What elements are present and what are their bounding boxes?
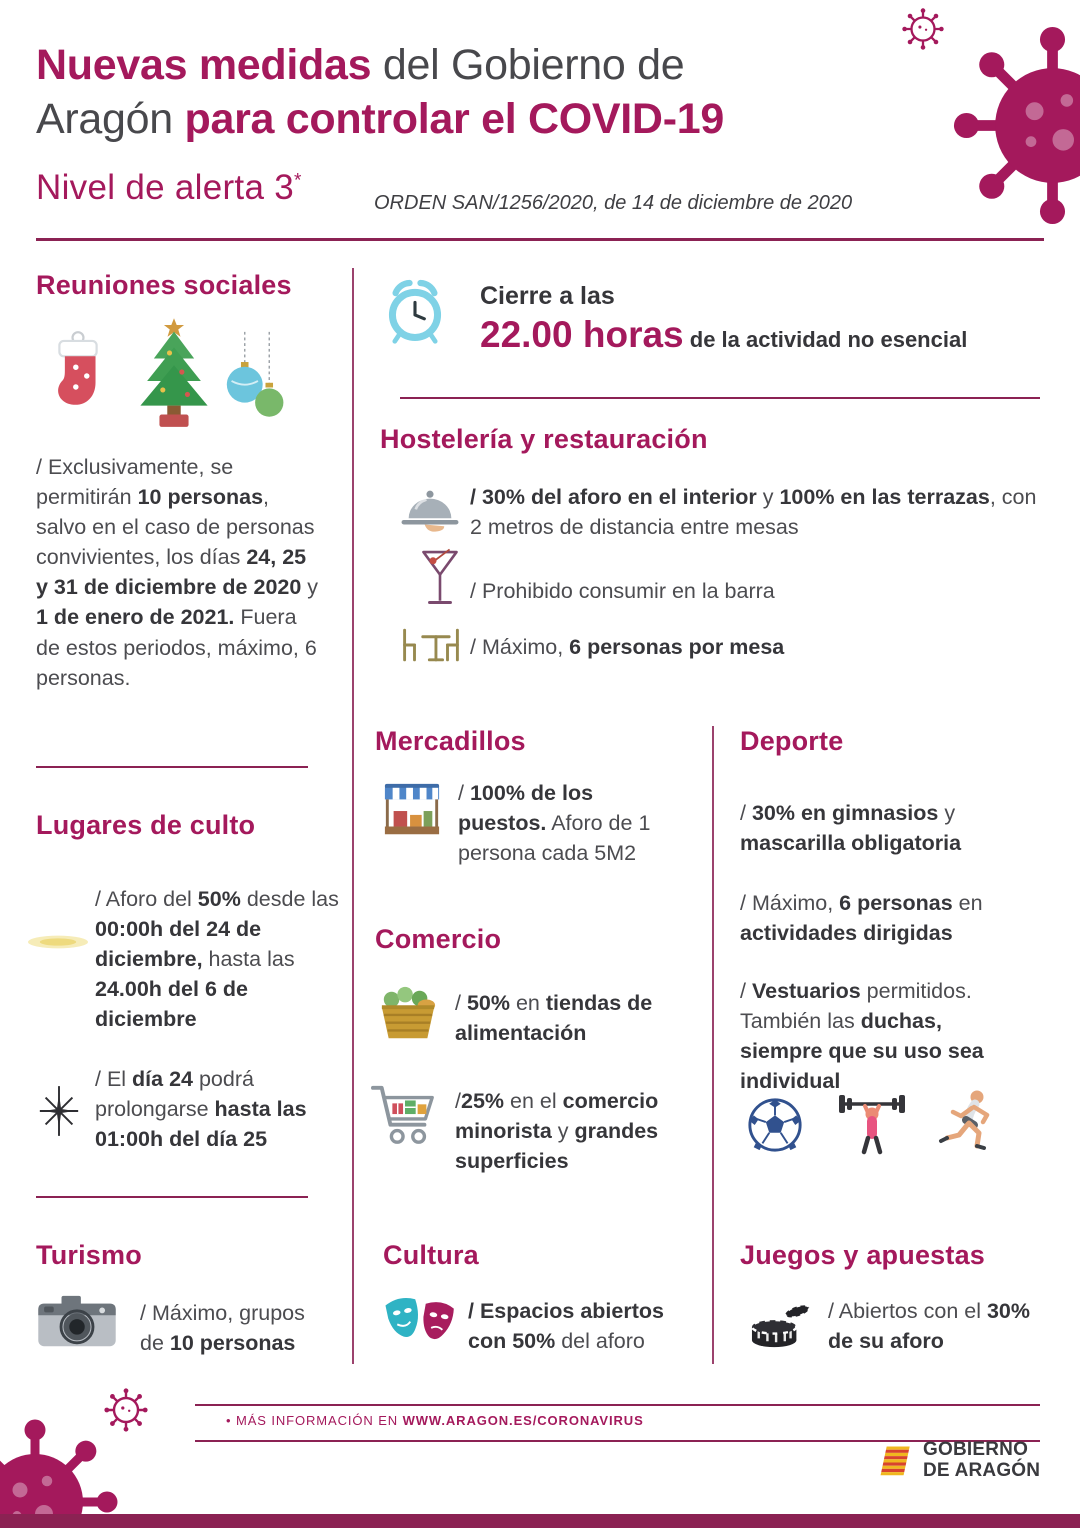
- page-title: [36, 38, 896, 146]
- vertical-divider: [712, 726, 714, 1364]
- stocking-icon: [42, 330, 114, 422]
- section-heading-culto: Lugares de culto: [36, 810, 256, 840]
- gobierno-aragon-logo: [878, 1440, 1040, 1482]
- section-heading-juegos: Juegos y apuestas: [740, 1240, 986, 1270]
- divider: [400, 397, 1040, 399]
- reuniones-text: / Exclusivamente, se permitirán 10 personas, salvo en el caso de personas convivientes, los días 24, 25 y 31 de diciembre de 2020 y 1 de enero de 2021. Fuera de estos periodos, máximo, 6 personas.: [36, 455, 319, 690]
- section-heading-mercadillos: Mercadillos: [375, 726, 526, 756]
- mercadillos-text: / 100% de los puestos. Aforo de 1 persona cada 5M2: [458, 781, 651, 866]
- shopping-cart-icon: [370, 1082, 440, 1150]
- poker-chips-icon: [746, 1294, 812, 1350]
- cloche-icon: [398, 486, 462, 538]
- virus-icon: [945, 18, 1080, 233]
- christmas-tree-icon: [128, 316, 220, 428]
- cocktail-icon: [420, 548, 460, 610]
- culto-text-1: / Aforo del 50% desde las 00:00h del 24 de diciembre, hasta las 24.00h del 6 de diciembre: [95, 887, 339, 1032]
- theater-masks-icon: [383, 1292, 459, 1350]
- aragon-flag-icon: [878, 1445, 914, 1477]
- bullet: •: [226, 1413, 232, 1428]
- more-info: [226, 1413, 644, 1428]
- divider: [36, 766, 308, 768]
- section-heading-comercio: Comercio: [375, 924, 502, 954]
- virus-icon: [0, 1412, 125, 1528]
- deporte-text-2: / Máximo, 6 personas en actividades dirigidas: [740, 891, 983, 946]
- closing-line1: Cierre a las: [480, 282, 615, 310]
- alert-asterisk: *: [294, 170, 302, 192]
- deporte-text-3: / Vestuarios permitidos. También las duchas, siempre que su uso sea individual: [740, 979, 984, 1094]
- divider: [36, 1196, 308, 1198]
- closing-time-block: [480, 282, 1040, 356]
- grocery-basket-icon: [376, 984, 440, 1044]
- order-reference: ORDEN SAN/1256/2020, de 14 de diciembre de 2020: [374, 192, 853, 214]
- section-heading-cultura: Cultura: [383, 1240, 479, 1270]
- footer-divider-top: [195, 1404, 1040, 1406]
- logo-line-2: DE ARAGÓN: [923, 1459, 1041, 1481]
- alarm-clock-icon: [380, 276, 450, 346]
- culto-text-2: / El día 24 podrá prolongarse hasta las 01:00h del día 25: [95, 1067, 307, 1152]
- logo-text: [923, 1440, 1040, 1482]
- title-line-2: Aragón para controlar el COVID-19: [36, 95, 724, 144]
- bottom-bar: [0, 1514, 1080, 1528]
- candle-glow-icon: [26, 932, 90, 952]
- section-heading-hosteleria: Hostelería y restauración: [380, 424, 708, 454]
- deporte-text-1: / 30% en gimnasios y mascarilla obligatoria: [740, 801, 962, 856]
- alert-level: [36, 168, 302, 208]
- weightlifter-icon: [836, 1090, 908, 1156]
- virus-outline-icon: [900, 6, 946, 52]
- soccer-ball-icon: [746, 1096, 804, 1154]
- hosteleria-item-1: / 30% del aforo en el interior y 100% en las terrazas, con 2 metros de distancia entre mesas: [470, 485, 1037, 540]
- info-url[interactable]: WWW.ARAGON.ES/CORONAVIRUS: [402, 1413, 644, 1428]
- camera-icon: [36, 1292, 118, 1352]
- hosteleria-item-3: / Máximo, 6 personas por mesa: [470, 635, 785, 659]
- cultura-text: / Espacios abiertos con 50% del aforo: [468, 1299, 664, 1354]
- market-stall-icon: [382, 782, 442, 842]
- logo-line-1: GOBIERNO: [923, 1439, 1029, 1460]
- runner-icon: [938, 1088, 1000, 1156]
- juegos-text: / Abiertos con el 30% de su aforo: [828, 1299, 1030, 1354]
- table-chairs-icon: [398, 624, 464, 666]
- closing-line2: [480, 314, 1040, 356]
- baubles-icon: [224, 330, 290, 428]
- info-prefix: MÁS INFORMACIÓN EN: [231, 1413, 403, 1428]
- vertical-divider: [352, 268, 354, 1364]
- section-heading-turismo: Turismo: [36, 1240, 142, 1270]
- sparkle-star-icon: [36, 1086, 82, 1136]
- closing-rest: de la actividad no esencial: [683, 327, 968, 352]
- section-heading-deporte: Deporte: [740, 726, 844, 756]
- comercio-item-1: / 50% en tiendas de alimentación: [455, 991, 653, 1046]
- turismo-text: / Máximo, grupos de 10 personas: [140, 1301, 305, 1356]
- hosteleria-item-2: / Prohibido consumir en la barra: [470, 579, 775, 603]
- closing-hour: 22.00 horas: [480, 314, 684, 355]
- alert-level-text: Nivel de alerta 3: [36, 168, 295, 207]
- header-divider: [36, 238, 1044, 241]
- comercio-item-2: /25% en el comercio minorista y grandes superficies: [455, 1089, 659, 1174]
- section-heading-reuniones: Reuniones sociales: [36, 270, 292, 300]
- title-line-1: Nuevas medidas del Gobierno de: [36, 41, 685, 89]
